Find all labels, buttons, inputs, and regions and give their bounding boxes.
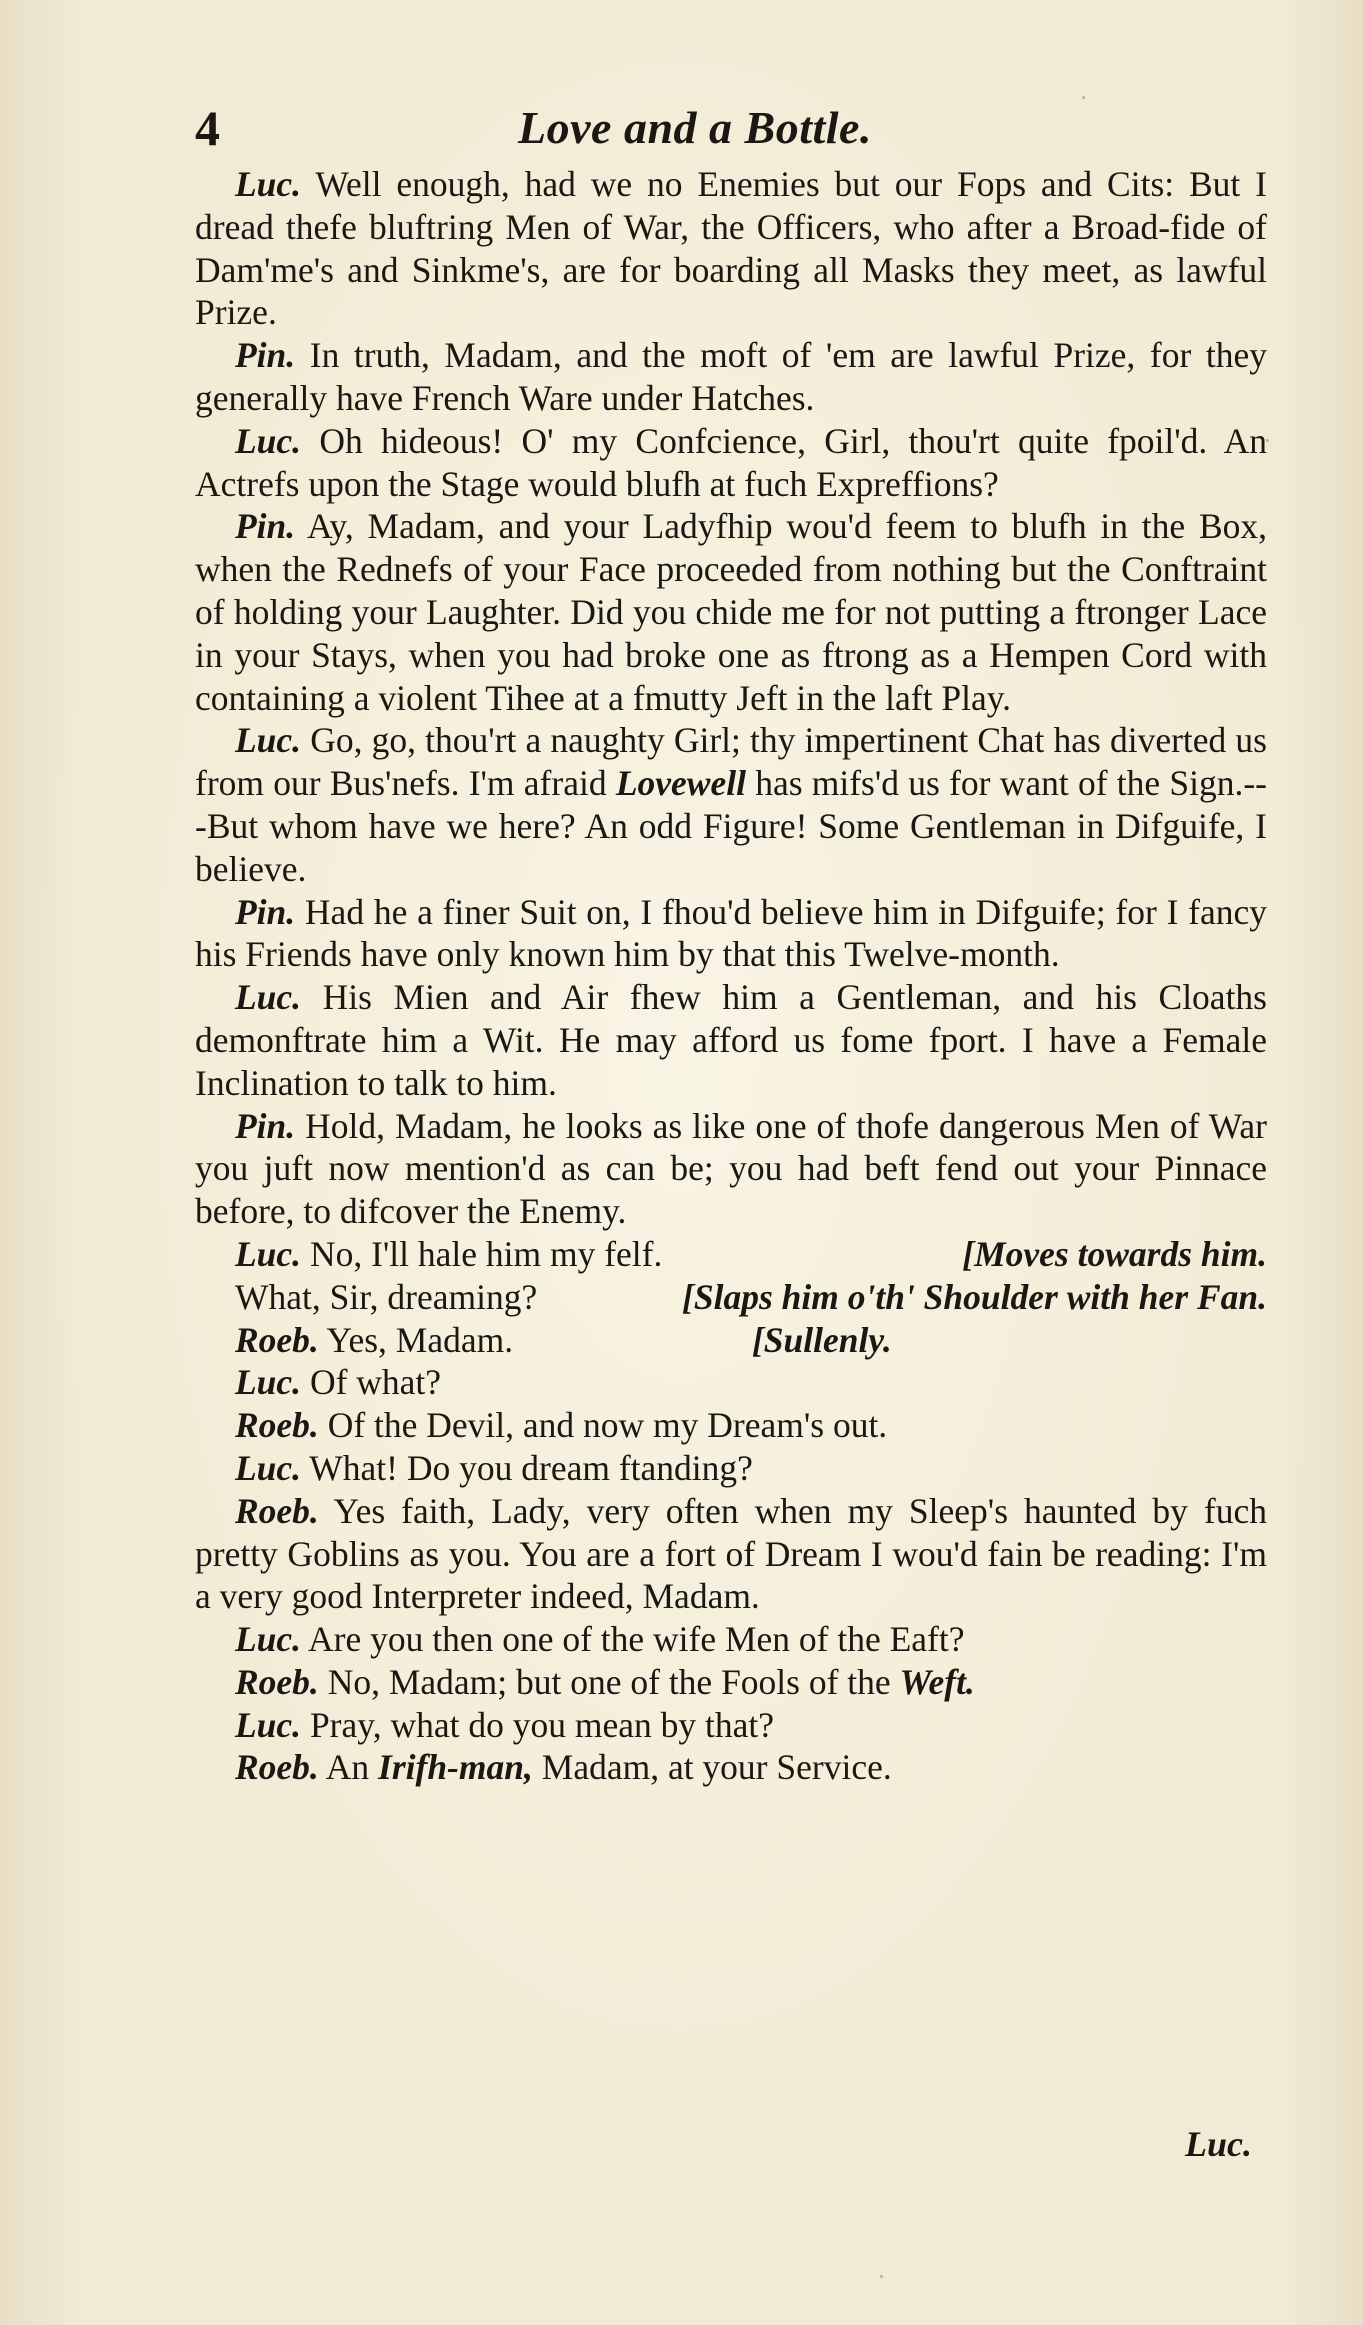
speaker: Roeb. (235, 1405, 319, 1446)
dialogue-line (195, 505, 1267, 719)
speech: Yes faith, Lady, very often when my Sleep's haunted by fuch pretty Goblins as you. You are a fort of Dream I wou'd fain be reading: I'm a very good Interpreter indeed, Madam. (195, 1490, 1267, 1617)
dialogue-line (195, 1404, 1267, 1447)
speech: What! Do you dream ftanding? (309, 1447, 753, 1488)
dialogue-line (195, 1233, 1267, 1276)
speaker: Luc. (235, 1704, 302, 1745)
speech-continued: has mifs'd us for want of the Sign.---But whom have we here? An odd Figure! Some Gentleman in Difguife, I believe. (195, 763, 1268, 889)
speech: Well enough, had we no Enemies but our Fops and Cits: But I dread thefe bluftring Men of War, the Officers, who after a Broad-fide of Dam'me's and Sinkme's, are for boarding all Masks they meet, as lawful Prize. (195, 164, 1267, 333)
dialogue-line (195, 420, 1267, 506)
dialogue-line (195, 1746, 1267, 1789)
dialogue-line (195, 719, 1267, 890)
speech: Oh hideous! O' my Confcience, Girl, thou'rt quite fpoil'd. An Actrefs upon the Stage would blufh at fuch Expreffions? (195, 420, 1267, 504)
speech: Had he a finer Suit on, I fhou'd believe him in Difguife; for I fancy his Friends have only known him by that this Twelve-month. (195, 891, 1267, 975)
speech: Pray, what do you mean by that? (309, 1704, 774, 1745)
dialogue-line (195, 163, 1267, 334)
speaker: Pin. (235, 1105, 296, 1146)
speech: Go, go, thou'rt a naughty Girl; thy impertinent Chat has diverted us from our Bus'nefs. I'm afraid (195, 720, 1267, 804)
speech: His Mien and Air fhew him a Gentleman, and his Cloaths demonftrate him a Wit. He may afford us fome fport. I have a Female Inclination to talk to him. (195, 977, 1267, 1103)
speech-continued: Madam, at your Service. (541, 1747, 892, 1788)
dialogue-line (195, 891, 1267, 977)
speaker: Roeb. (235, 1747, 319, 1788)
speaker: Roeb. (235, 1661, 319, 1702)
italic-name: Lovewell (615, 763, 746, 804)
stage-direction: [Sullenly. (751, 1319, 892, 1360)
dialogue-line (195, 1447, 1267, 1490)
dialogue-line (195, 334, 1267, 420)
speech: Hold, Madam, he looks as like one of thofe dangerous Men of War you juft now mention'd as can be; you had beft fend out your Pinnace before, to difcover the Enemy. (195, 1105, 1267, 1232)
dialogue-line (195, 1704, 1267, 1747)
speaker: Pin. (235, 891, 296, 932)
stage-direction: [Moves towards him. (962, 1233, 1267, 1274)
italic-word: Weft. (899, 1661, 975, 1702)
speaker: Luc. (235, 1233, 302, 1274)
speaker: Luc. (235, 1447, 302, 1488)
speech: Yes, Madam. (326, 1319, 514, 1360)
speaker: Pin. (235, 506, 296, 547)
dialogue-line (195, 1276, 1267, 1319)
page-number: 4 (195, 100, 220, 156)
speech: Of the Devil, and now my Dream's out. (327, 1405, 888, 1446)
speaker: Roeb. (235, 1319, 319, 1360)
page-header (195, 98, 1195, 158)
speech: An (325, 1747, 370, 1788)
speech: No, Madam; but one of the Fools of the (327, 1661, 891, 1702)
speech: In truth, Madam, and the moft of 'em are lawful Prize, for they generally have French Ware under Hatches. (195, 335, 1267, 418)
speech: What, Sir, dreaming? (235, 1276, 538, 1317)
speech: Are you then one of the wife Men of the Eaft? (307, 1619, 965, 1660)
running-title: Love and a Bottle. (518, 102, 872, 153)
speaker: Luc. (235, 164, 302, 204)
speaker: Luc. (235, 1362, 302, 1403)
speaker: Roeb. (235, 1490, 319, 1531)
dialogue-line (195, 1361, 1267, 1404)
dialogue-line (195, 1319, 1267, 1362)
stage-direction: [Slaps him o'th' Shoulder with her Fan. (682, 1276, 1267, 1317)
dialogue-line (195, 1618, 1267, 1661)
dialogue-line (195, 1661, 1267, 1704)
speaker: Luc. (235, 420, 302, 461)
italic-word: Irifh-man, (378, 1747, 533, 1788)
speech: No, I'll hale him my felf. (309, 1233, 663, 1274)
speaker: Pin. (235, 335, 296, 376)
paper-speck (1266, 439, 1269, 442)
speaker: Luc. (235, 1619, 302, 1660)
paper-speck (880, 2275, 883, 2278)
dialogue-line (195, 976, 1267, 1104)
catchword: Luc. (1185, 2124, 1252, 2164)
speech: Of what? (309, 1362, 442, 1403)
dialogue-line (195, 1105, 1267, 1233)
paper-speck (1082, 96, 1085, 99)
speech: Ay, Madam, and your Ladyfhip wou'd feem to blufh in the Box, when the Rednefs of your Face proceeded from nothing but the Conftraint of holding your Laughter. Did you chide me for not putting a ftronger Lace in your Stays, when you had broke one as ftrong as a Hempen Cord with containing a violent Tihee at a fmutty Jeft in the laft Play. (195, 506, 1267, 718)
play-text (195, 163, 1267, 1789)
dialogue-line (195, 1490, 1267, 1618)
speaker: Luc. (235, 977, 302, 1018)
speaker: Luc. (235, 720, 302, 761)
